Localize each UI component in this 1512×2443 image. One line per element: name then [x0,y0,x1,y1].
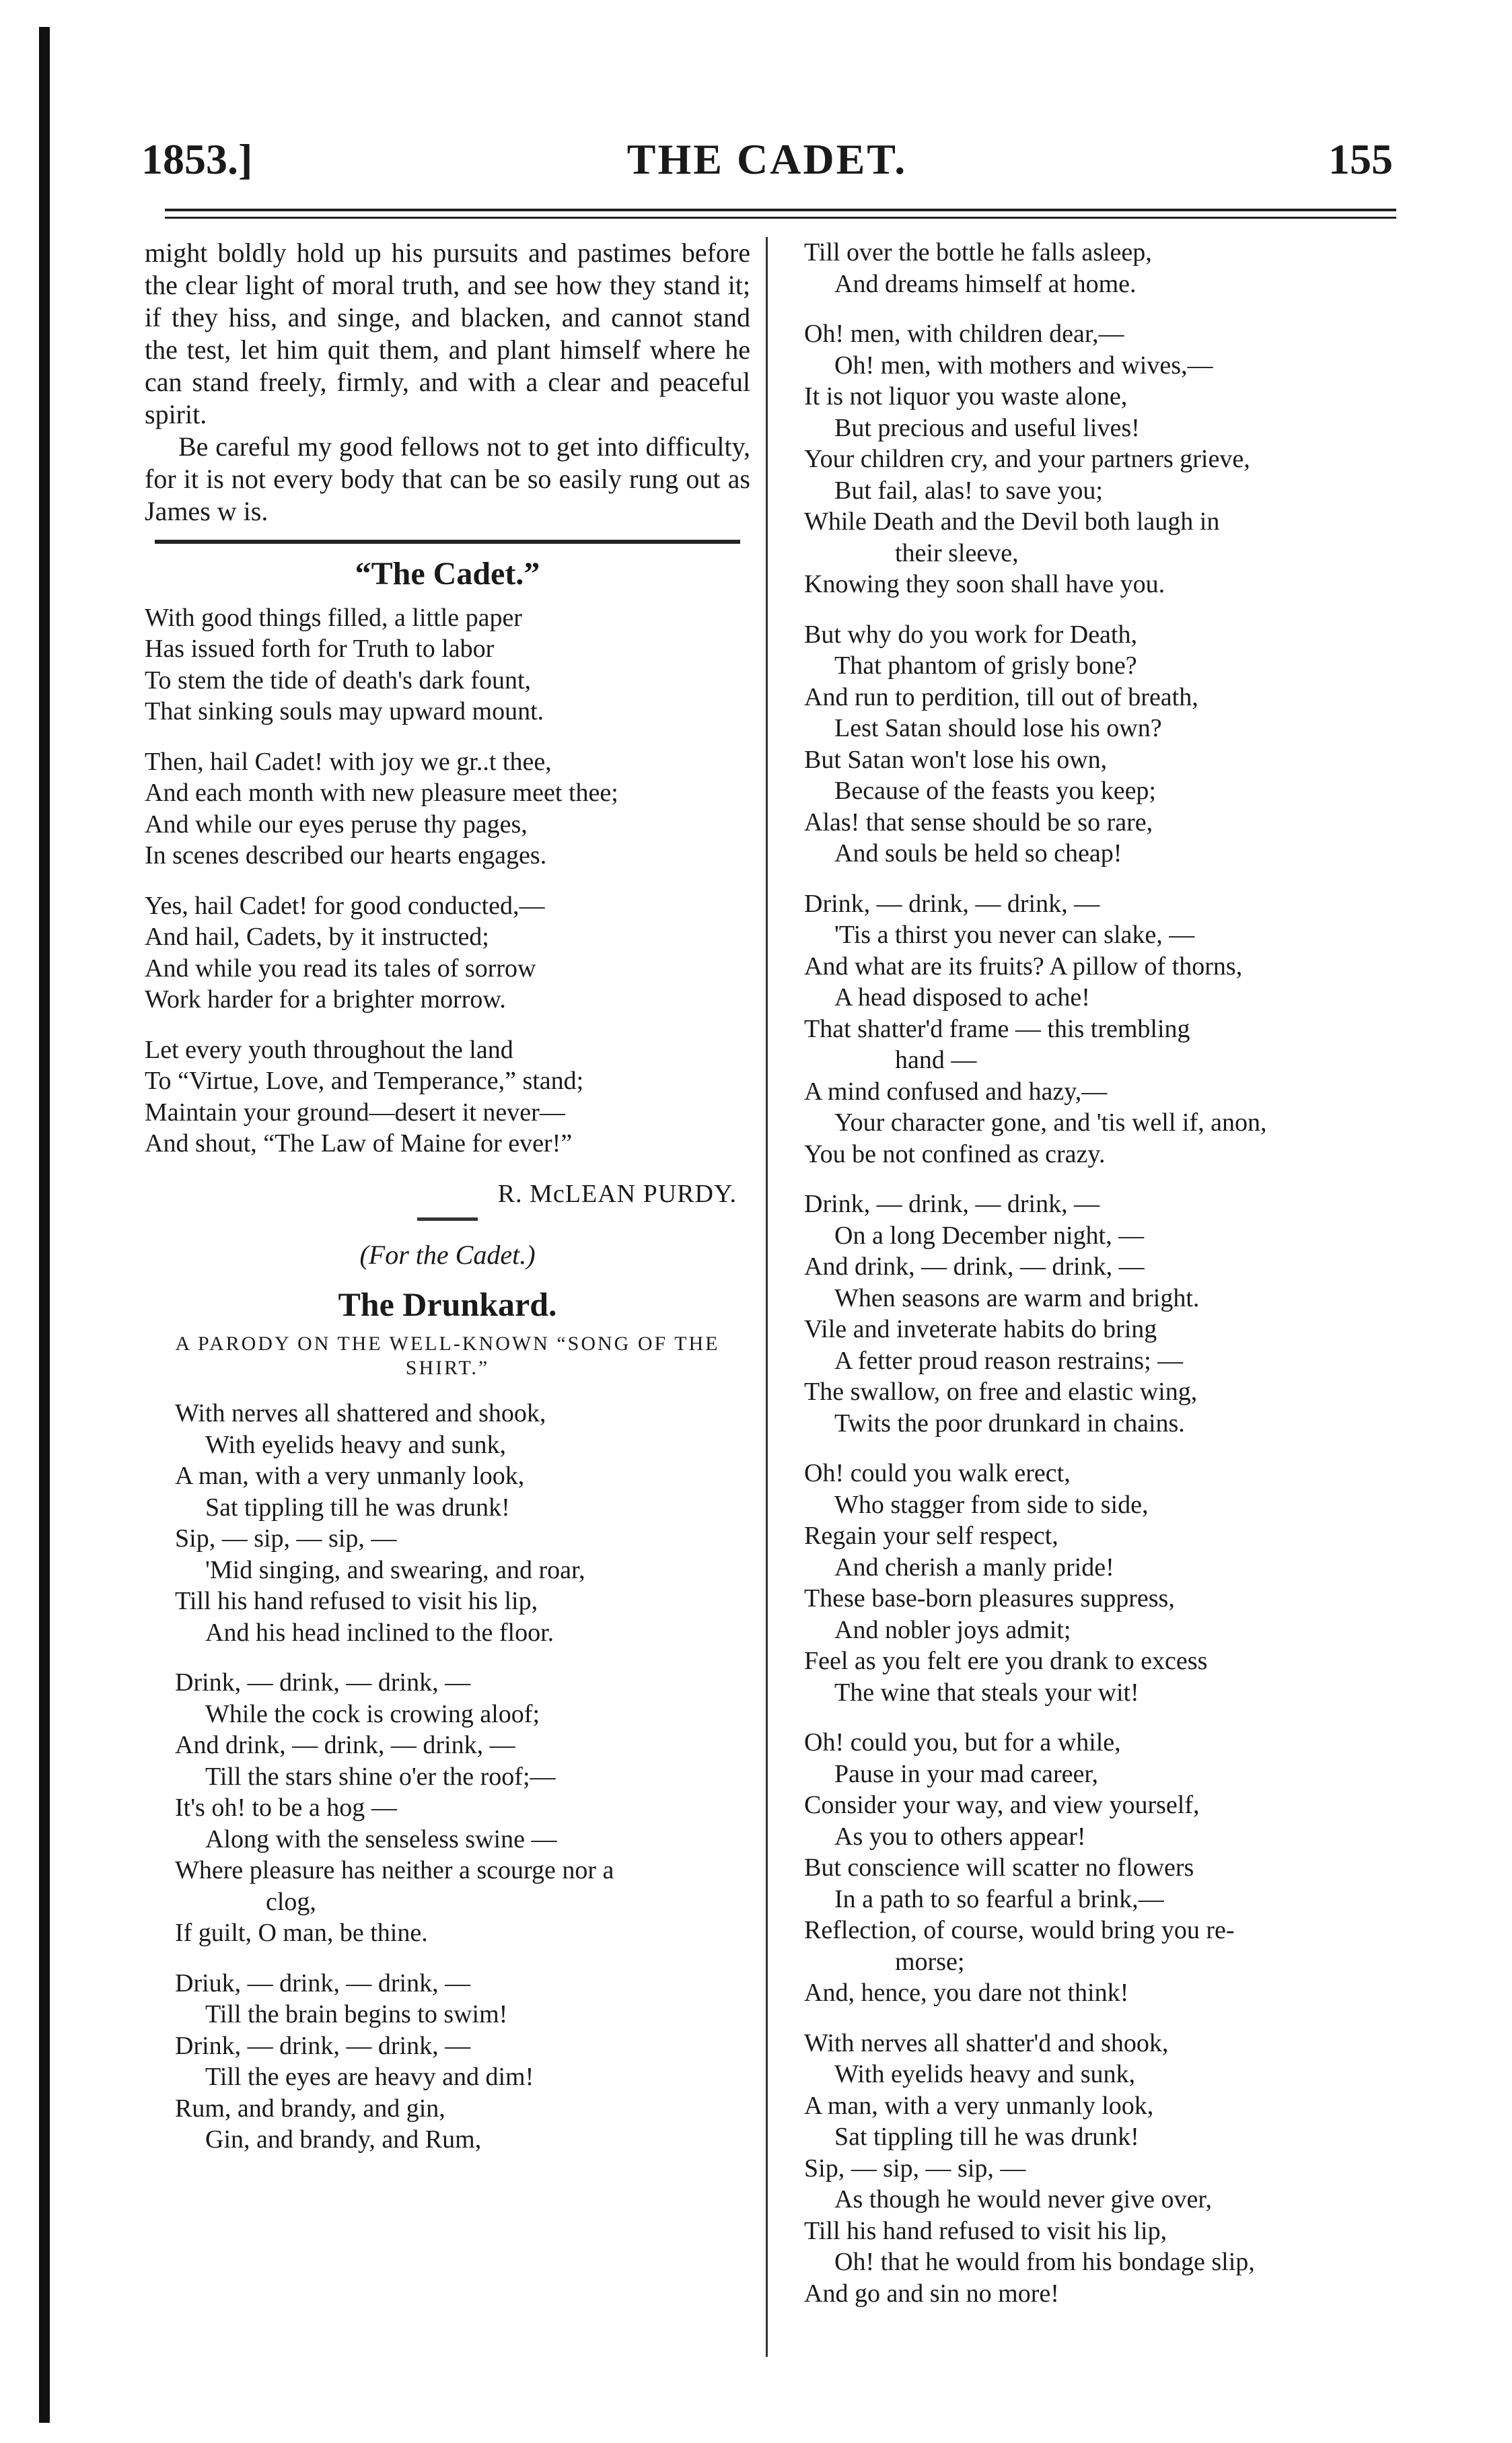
verse-line: A man, with a very unmanly look, [804,2091,1154,2120]
verse-line: Rum, and brandy, and gin, [175,2094,445,2123]
verse-line: Drink, — drink, — drink, — [175,1668,471,1697]
page-header [128,135,1406,195]
verse-line: That phantom of grisly bone? [834,651,1137,680]
verse-line: Lest Satan should lose his own? [834,714,1162,742]
stanza [804,888,1390,1170]
verse-line: A man, with a very unmanly look, [175,1462,525,1490]
verse-line: With eyelids heavy and sunk, [834,2060,1135,2088]
verse-line: You be not confined as crazy. [804,1139,1106,1168]
verse-line: hand — [895,1046,977,1074]
stanza [145,746,750,872]
verse-line: A head disposed to ache! [834,983,1090,1012]
verse-line: Sip, — sip, — sip, — [175,1524,397,1553]
stanza [804,1727,1390,2009]
verse-line: To “Virtue, Love, and Temperance,” stand; [145,1067,584,1095]
verse-line: A fetter proud reason restrains; — [834,1346,1184,1375]
verse-line: 'Tis a thirst you never can slake, — [834,921,1195,949]
stanza [804,1189,1390,1439]
verse-line: And, hence, you dare not think! [804,1979,1129,2007]
verse-line: And hail, Cadets, by it instructed; [145,923,489,951]
stanza [804,318,1390,600]
verse-line: Till his hand refused to visit his lip, [804,2216,1167,2245]
poem-title: “The Cadet.” [355,556,540,592]
verse-line: Feel as you felt ere you drank to excess [804,1647,1208,1675]
verse-line: morse; [895,1947,965,1976]
verse-line: As you to others appear! [834,1822,1086,1851]
verse-line: Your children cry, and your partners grieve, [804,445,1250,473]
verse-line: And go and sin no more! [804,2279,1059,2308]
right-column [804,237,1390,2328]
verse-line: That shatter'd frame — this trembling [804,1014,1190,1043]
prose-block [145,237,750,528]
verse-line: Gin, and brandy, and Rum, [205,2125,482,2154]
verse-line: And shout, “The Law of Maine for ever!” [145,1129,573,1158]
stanza [145,890,750,1016]
verse-line: Has issued forth for Truth to labor [145,635,495,663]
verse-line: With eyelids heavy and sunk, [205,1430,506,1459]
verse-line: The wine that steals your wit! [834,1678,1139,1707]
verse-line: With nerves all shatter'd and shook, [804,2028,1169,2057]
verse-line: Consider your way, and view yourself, [804,1791,1200,1819]
parody-note: A PARODY ON THE WELL-KNOWN “SONG OF THE SHIRT.” [175,1333,720,1379]
verse-line: Then, hail Cadet! with joy we gr..t thee, [145,747,552,776]
verse-line: Sip, — sip, — sip, — [804,2154,1026,2183]
stanza [804,1458,1390,1708]
verse-line: On a long December night, — [834,1221,1145,1250]
verse-line: Till over the bottle he falls asleep, [804,238,1152,267]
verse-line: Maintain your ground—desert it never— [145,1098,565,1127]
verse-line: Oh! could you, but for a while, [804,1728,1121,1757]
verse-line: Alas! that sense should be so rare, [804,808,1153,837]
verse-line: And while our eyes peruse thy pages, [145,810,528,839]
verse-line: The swallow, on free and elastic wing, [804,1378,1198,1406]
verse-line: Along with the senseless swine — [205,1825,557,1853]
header-title: THE CADET. [626,135,908,183]
header-rule-secondary [165,217,1396,219]
section-divider [155,540,740,544]
verse-line: And while you read its tales of sorrow [145,954,536,983]
verse-line: Let every youth throughout the land [145,1035,513,1064]
verse-line: But Satan won't lose his own, [804,745,1108,774]
verse-line: And his head inclined to the floor. [205,1618,554,1647]
verse-line: In a path to so fearful a brink,— [834,1884,1164,1913]
verse-line: Drink, — drink, — drink, — [175,2031,471,2060]
verse-line: And what are its fruits? A pillow of thorns, [804,952,1243,981]
verse-line: Oh! that he would from his bondage slip, [834,2248,1255,2276]
stanza [175,1968,750,2156]
verse-line: That sinking souls may upward mount. [145,697,544,725]
verse-line: Oh! could you walk erect, [804,1459,1071,1487]
short-divider [417,1217,478,1221]
verse-line: It is not liquor you waste alone, [804,382,1128,411]
verse-line: Twits the poor drunkard in chains. [834,1409,1185,1438]
verse-line: But conscience will scatter no flowers [804,1853,1194,1882]
verse-line: Till the eyes are heavy and dim! [205,2063,534,2091]
stanza [175,1398,750,1648]
verse-line: When seasons are warm and bright. [834,1283,1200,1312]
verse-line: Yes, hail Cadet! for good conducted,— [145,891,545,920]
poem-the-drunkard-continued [804,237,1390,2309]
header-year: 1853.] [141,135,253,183]
verse-line: Oh! men, with children dear,— [804,320,1124,348]
page-number: 155 [1328,135,1393,183]
verse-line: 'Mid singing, and swearing, and roar, [205,1555,585,1584]
verse-line: Oh! men, with mothers and wives,— [834,351,1213,380]
verse-line: Sat tippling till he was drunk! [834,2123,1139,2151]
verse-line: Driuk, — drink, — drink, — [175,1969,471,1997]
verse-line: Till the stars shine o'er the roof;— [205,1762,556,1791]
header-rule [165,209,1396,211]
verse-line: their sleeve, [895,538,1019,567]
verse-line: Regain your self respect, [804,1522,1058,1550]
verse-line: Drink, — drink, — drink, — [804,889,1100,918]
verse-line: And cherish a manly pride! [834,1553,1114,1582]
stanza [804,237,1390,299]
column-divider [766,237,768,2357]
verse-line: In scenes described our hearts engages. [145,841,547,870]
verse-line: And souls be held so cheap! [834,839,1122,868]
verse-line: Sat tippling till he was drunk! [205,1493,510,1522]
verse-line: Knowing they soon shall have you. [804,570,1165,598]
verse-line: And each month with new pleasure meet thee; [145,779,618,807]
verse-line: And drink, — drink, — drink, — [804,1252,1145,1281]
verse-line: If guilt, O man, be thine. [175,1919,428,1947]
verse-line: Pause in your mad career, [834,1759,1099,1788]
poem-title: The Drunkard. [338,1285,557,1323]
verse-line: And run to perdition, till out of breath, [804,682,1198,711]
poem-author: R. McLEAN PURDY. [497,1179,737,1208]
binding-edge [39,27,50,2423]
verse-line: Who stagger from side to side, [834,1490,1149,1519]
verse-line: But precious and useful lives! [834,413,1140,442]
verse-line: Drink, — drink, — drink, — [804,1190,1100,1218]
attribution-note: (For the Cadet.) [359,1240,536,1270]
verse-line: But fail, alas! to save you; [834,476,1103,505]
verse-line: clog, [266,1887,316,1916]
verse-line: Where pleasure has neither a scourge nor a [175,1856,614,1884]
verse-line: But why do you work for Death, [804,620,1137,649]
verse-line: To stem the tide of death's dark fount, [145,666,532,695]
poem-the-cadet [145,602,750,1160]
stanza [175,1667,750,1949]
prose-paragraph: might boldly hold up his pursuits and pastimes before the clear light of moral truth, and see how they stand it; if they hiss, and singe, and blacken, and cannot stand the test, let him quit them, and plant himself where he can stand freely, firmly, and with a clear and peaceful spirit. [145,238,750,429]
stanza [804,619,1390,870]
verse-line: Till his hand refused to visit his lip, [175,1587,538,1615]
verse-line: With nerves all shattered and shook, [175,1399,546,1427]
prose-paragraph: Be careful my good fellows not to get into difficulty, for it is not every body that can be so easily rung out as James w is. [145,431,750,526]
verse-line: While Death and the Devil both laugh in [804,507,1220,536]
verse-line: And drink, — drink, — drink, — [175,1731,515,1759]
verse-line: With good things filled, a little paper [145,603,522,632]
verse-line: Because of the feasts you keep; [834,777,1156,805]
verse-line: It's oh! to be a hog — [175,1794,397,1822]
verse-line: Reflection, of course, would bring you re- [804,1916,1235,1944]
poem-the-drunkard [145,1398,750,2156]
verse-line: Your character gone, and 'tis well if, anon, [834,1108,1267,1137]
verse-line: Vile and inveterate habits do bring [804,1315,1157,1343]
verse-line: And dreams himself at home. [834,269,1137,298]
stanza [145,1034,750,1160]
verse-line: While the cock is crowing aloof; [205,1699,540,1728]
verse-line: Work harder for a brighter morrow. [145,985,506,1014]
verse-line: As though he would never give over, [834,2185,1212,2214]
stanza [145,602,750,728]
verse-line: And nobler joys admit; [834,1615,1071,1644]
stanza [804,2028,1390,2310]
verse-line: Till the brain begins to swim! [205,2000,508,2028]
verse-line: These base-born pleasures suppress, [804,1584,1175,1613]
left-column [145,237,750,2174]
verse-line: A mind confused and hazy,— [804,1077,1108,1106]
